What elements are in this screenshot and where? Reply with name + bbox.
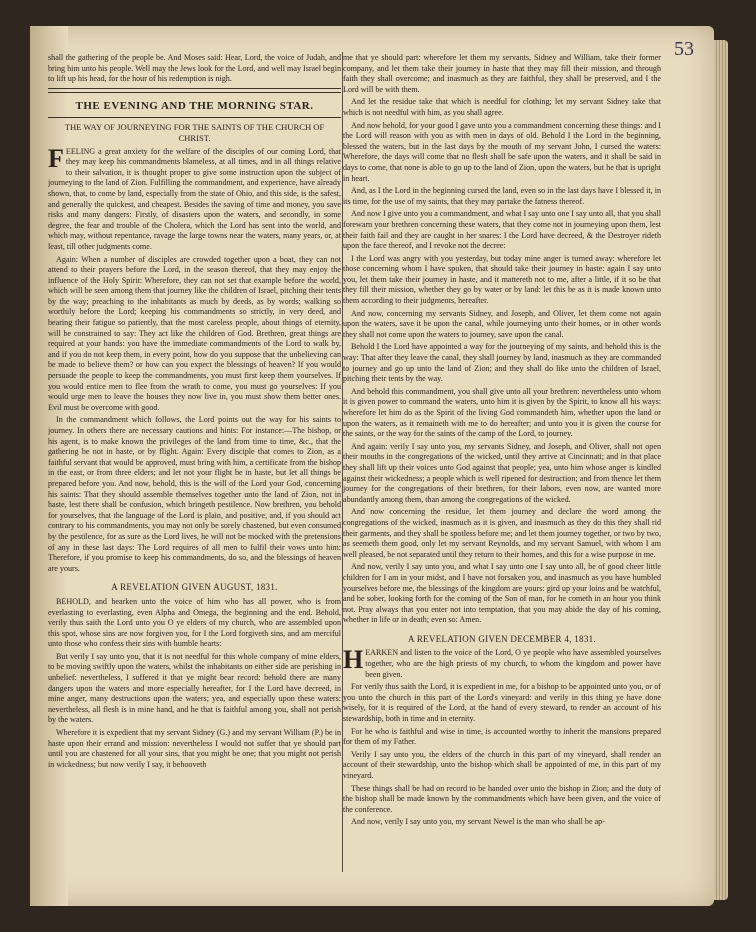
masthead: THE EVENING AND THE MORNING STAR. [75, 99, 314, 112]
revelation-paragraph: Behold I the Lord have appointed a way for the journeying of my saints, and behold this is the way: That after they leave the canal, they shall journey by land, inasmuch as they are commanded to journey and go up unto the land of Zion; and they shall do like unto the children of Israel, pitching their tents by the way. [343, 342, 661, 384]
revelation-paragraph: BEHOLD, and hearken unto the voice of him who has all power, who is from everlasting to everlasting, even Alpha and Omega, the beginning and the end. Behold, verily thus saith the Lord unto you O ye elders of my church, who are assembled upon this spot, whose sins are now forgiven you, for I the Lord forgiveth sins, and am merciful unto those who confess their sins with humble hearts: [48, 596, 341, 649]
revelation-title-december: A REVELATION GIVEN DECEMBER 4, 1831. [407, 633, 597, 644]
revelation-paragraph: HEARKEN and listen to the voice of the Lord, O ye people who have assembled yourselves together, who are the high priests of my church, to whom the kingdom and power have been given. [343, 645, 661, 679]
revelation-paragraph: And now concerning the residue, let them journey and declare the word among the congregations of the wicked, inasmuch as it is given, and inasmuch as they do this they shall rid their garments, and they shall be spotless before me; and let them journey together, or two by two, as seemeth them good, only let my servant Reynolds, and my servant Samuel, with whom I am well pleased, be not separated until they return to their homes, and this for a wise purpose in me. [343, 507, 661, 559]
revelation-paragraph: And let the residue take that which is needful for clothing; let my servant Sidney take that which is not needful with him, as you shall agree. [343, 97, 661, 117]
revelation-paragraph: And now, concerning my servants Sidney, and Joseph, and Oliver, let them come not again upon the waters, save it be upon the canal, while journeying unto their homes, or in other words they shall not come upon the waters to journey, save upon the canal. [343, 308, 661, 339]
revelation-title-august: A REVELATION GIVEN AUGUST, 1831. [111, 582, 278, 593]
revelation-paragraph: me that ye should part: wherefore let them my servants, Sidney and William, take their former company, and let them take their journey in haste that they may fill their mission, and through faith they shall overcome; and inasmuch as they are faithful, they shall be preserved, and I the Lord will be with them. [343, 53, 661, 94]
article-paragraph: Again: When a number of disciples are crowded together upon a boat, they can not attend to their prayers before the Lord, in the season thereof, that they may enjoy the influence of the Holy Spirit: Wherefore, they can not set that example before the world, which will be seen among them that journey like the children of Israel, pitching their tents by the way; preaching to the inhabitants as much by deeds, as by words; walking so worthily before the Lord; keeping his commandments so strictly, in very deed, and bearing their fatigue so patiently, that the most careless people, about things of eternity, will be constrained to say: They act like the children of God. Brethren, great things are required at your hands: you have the immediate commandments of the Lord to walk by, and if you do not keep them, in every point, how do you suppose that the unbelieving can be made to believe them? or how can you expect the blessings of heaven? If you would persuade the people to keep the commandments, you must first keep them yourselves. If you would entice men to flee from the wrath to come, you must go yourselves: If you would urge men to leave the houses they now live in, you must show them better ones. Evil must be overcome with good. [48, 254, 341, 412]
revelation-paragraph: But verily I say unto you, that it is not needful for this whole company of mine elders, to be moving swiftly upon the waters, whilst the inhabitants on either side are perishing in unbelief: nevertheless, I suffered it that ye might bear record: behold there are many dangers upon the waters and more especially hereafter, for I the Lord have decreed, in mine anger, many destructions upon the waters; yea, and especially upon these waters: nevertheless, all flesh is in mine hand, and he that is faithful among you, shall not perish by the waters. [48, 651, 341, 725]
revelation-paragraph: For verily thus saith the Lord, it is expedient in me, for a bishop to be appointed unto you, or of you unto the church in this part of the Lord's vineyard: and verily in this thing ye have done wisely, for it is required of the Lord, at the hand of every steward, to render an account of his stewardship, both in time and in eternity. [343, 682, 661, 724]
article-title: THE WAY OF JOURNEYING FOR THE SAINTS OF THE CHURCH OF CHRIST. [64, 122, 325, 143]
right-column [343, 53, 661, 873]
revelation-paragraph: And now I give unto you a commandment, and what I say unto one I say unto all, that you shall forewarn your brethren concerning these waters, that they come not in journeying upon them, lest their faith fail and they are caught in her snares: I the Lord have decreed, & the Destroyer rideth upon the face thereof, and I revoke not the decree: [343, 209, 661, 251]
masthead-rule-bottom [48, 117, 341, 118]
revelation-paragraph: And now behold, for your good I gave unto you a commandment concerning these things: and I the Lord will reason with you as with men in days of old. Behold I the Lord in the beginning, blessed the waters, but in the last days by the mouth of my servant John, I cursed the waters: Wherefore, the days will come that no flesh shall be safe upon the waters, and it shall be said in days to come, that none is able to go up to the land of Zion, upon the waters, but he that is upright in heart. [343, 120, 661, 183]
revelation-paragraph: Verily I say unto you, the elders of the church in this part of my vineyard, shall render an account of their stewardship, unto the bishop which shall be appointed of me, in this part of my vineyard. [343, 749, 661, 780]
article-paragraph: FEELING a great anxiety for the welfare of the disciples of our coming Lord, that they may keep his commandments blameless, at all times, and in all things relative to their salvation, it is thought proper to give some instruction upon the subject of journeying to the land of Zion. Fulfilling the commandment, and experience, have already shown, that, to come by land, especially from the state of Ohio, and this side, is the safest, and generally the quickest, and cheapest. Besides the saving of time and money, you save risks and many dangers: Firstly, of disasters upon the waters, and secondly, in some degree, the fear and trouble of the Cholera, which the Lord has sent into the world, and which may, without repentance, ravage the large towns near the waters, many years, or, at least, till other judgments come. [48, 143, 341, 251]
revelation-paragraph: These things shall be had on record to be handed over unto the bishop in Zion; and the duty of the bishop shall be made known by the commandments which have been given, and the voice of the conference. [343, 783, 661, 814]
drop-cap: F [48, 143, 64, 173]
revelation-paragraph: And now, verily I say unto you, and what I say unto one I say unto all, be of good cheer little children for I am in your midst, and I have not forsaken you, and inasmuch as you have humbled yourselves before me, the blessings of the kingdom are yours: gird up your loins and be watchful, and be sober, looking forth for the coming of the Son of man, for he cometh in an hour you think not. Pray always that you enter not into temptation, that you may abide the day of his coming, whether in life or in death; even so: Amen. [343, 562, 661, 625]
revelation-paragraph: And, as I the Lord in the beginning cursed the land, even so in the last days have I blessed it, in its time, for the use of my saints, that they may partake the fatness thereof. [343, 186, 661, 206]
revelation-paragraph: Wherefore it is expedient that my servant Sidney (G.) and my servant William (P.) be in haste upon their errand and mission: nevertheless I would not suffer that ye should part until you are chastened for all your sins, that you might be one; that you might not perish in wickedness; but now verily I say, it behooveth [48, 728, 341, 769]
revelation-paragraph: And again: verily I say unto you, my servants Sidney, and Joseph, and Oliver, shall not open their mouths in the congregations of the wicked, until they arrive at Cincinnati; and in that place they shall lift up their voices unto God against that people; yea, unto him whose anger is kindled against their wickedness; a people which is well ripened for destruction; and from thence let them journey for the congregations of their brethren, for their labors, even now, are wanted more abundantly among them, than among the congregations of the wicked. [343, 441, 661, 504]
revelation-paragraph: And behold this commandment, you shall give unto all your brethren: nevertheless unto whom it is given power to command the waters, unto him it is given by the Spirit, to know all his ways: wherefore let him do as the Spirit of the living God commandeth him, whether upon the land or upon the waters, as it remaineth with me to do hereafter; and unto you it is given the course for the saints, or the way for the saints of the camp of the Lord, to journey. [343, 386, 661, 439]
revelation-paragraph: I the Lord was angry with you yesterday, but today mine anger is turned away: wherefore let those concerning whom I have spoken, that should take their journey in haste: again I say unto you, let them take their journey in haste, and it mattereth not to me, after a little, if it so be that they fill their mission, whether they go by water or by land: let this be as it is made known unto them according to their judgments, hereafter. [343, 253, 661, 306]
page-number: 53 [674, 38, 694, 60]
masthead-rule-top [48, 88, 341, 93]
revelation-paragraph: For he who is faithful and wise in time, is accounted worthy to inherit the mansions prepared for them of my Father. [343, 726, 661, 747]
page-edge [714, 40, 728, 900]
top-continuation-text: shall the gathering of the people be. And Moses said: Hear, Lord, the voice of Judah, and bring him unto his people. Well may the Jews look for the Lord, and well may Israel begin to lift up his head, for the hour of his redemption is nigh. [48, 53, 341, 84]
drop-cap: H [343, 645, 364, 675]
revelation-paragraph: And now, verily I say unto you, my servant Newel is the man who shall be ap- [351, 817, 605, 827]
left-column [48, 53, 341, 873]
article-paragraph: In the commandment which follows, the Lord points out the way for his saints to journey. In others there are necessary cautions and hints: For instance:—The bishop, or his agent, is to make known the privileges of the land from time to time, &c., that the gathering be not in haste, or by flight. Again: Every disciple that comes to Zion, as a faithful servant that would be approved, must bring with him, a certificate from the bishop in the east, or from three elders; and let not your flight be in haste, but let all things be prepared before you. And now, behold, this is the will of the Lord your God, concerning his saints: That they should assemble themselves together unto the land of Zion, not in haste, lest there shall be confusion, which bringeth pestilence. Now brethren, you behold for yourselves, that the language of the Lord is plain, and positive, and, if you should act contrary to his commandments, you may not only be sorely chastened, but even consumed by the pestilence, for as sure as the Lord lives, he will not be mocked with the pretensions of any in these last days: The Lord requires of all men to fulfil their vows unto him: Therefore, if you promise to keep his commandments, do so, and the blessings of heaven are yours. [48, 415, 341, 573]
